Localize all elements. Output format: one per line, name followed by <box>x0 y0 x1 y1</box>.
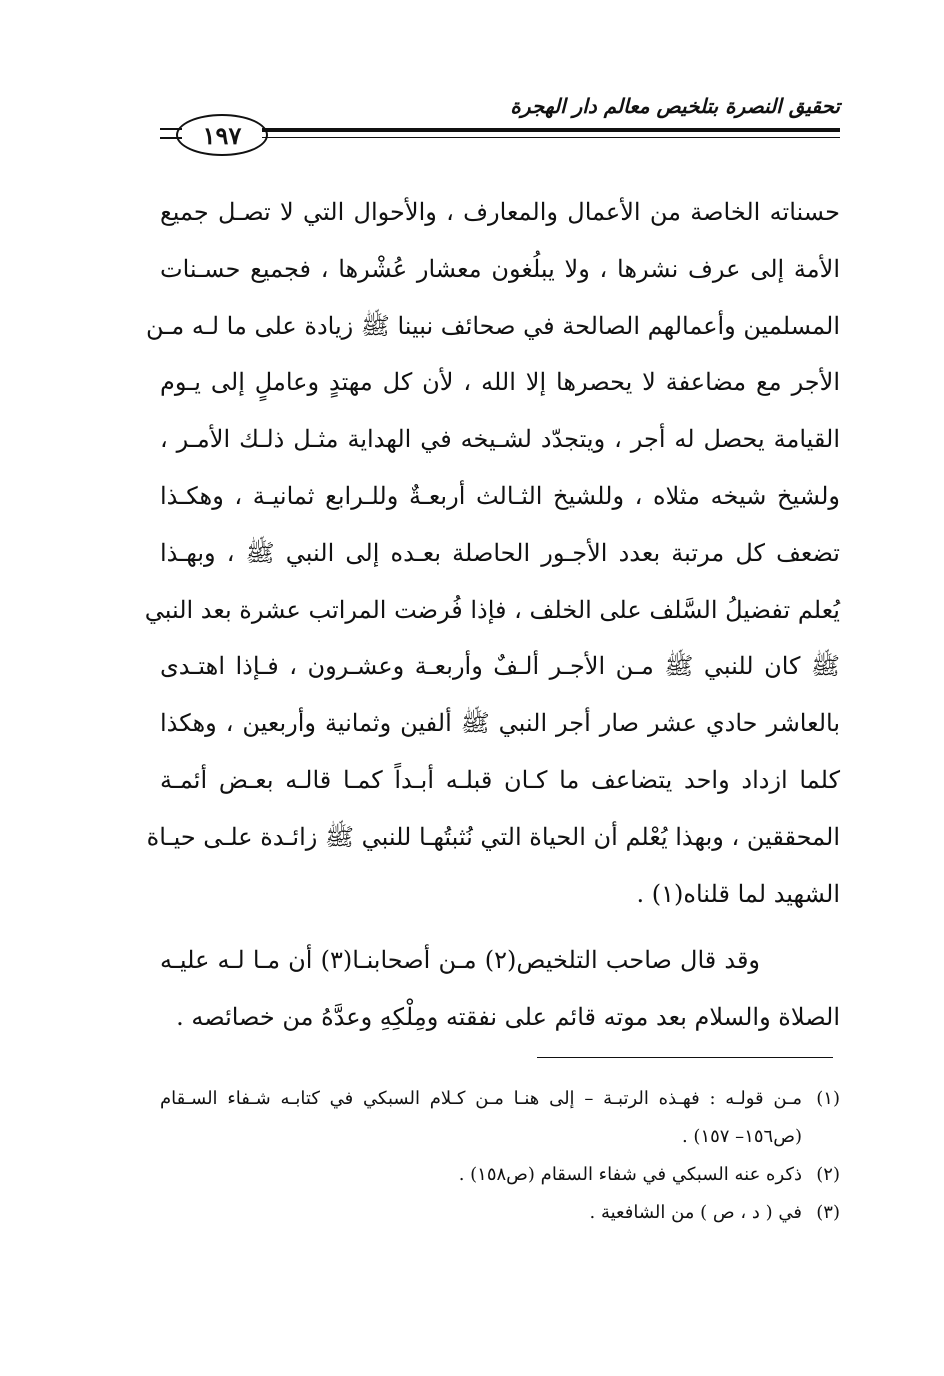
footnote <box>160 1194 840 1232</box>
header-rule <box>262 128 840 132</box>
paragraph-gap <box>160 922 840 932</box>
footnote <box>160 1080 840 1118</box>
text-line: تضعف كل مرتبة بعدد الأجـور الحاصلة بعـده إلى النبي ﷺ ، وبهـذا <box>160 538 840 567</box>
text-line: الأجر مع مضاعفة لا يحصرها إلا الله ، لأن كل مهتدٍ وعاملٍ إلى يـوم <box>160 368 840 397</box>
footnote <box>160 1156 840 1194</box>
header-rule-thin <box>262 137 840 138</box>
text-line: وقد قال صاحب التلخيص(٢) مـن أصحابنـا(٣) أن مـا لـه عليـه <box>160 946 761 975</box>
footnote-number: (٣) <box>816 1202 840 1223</box>
text-line: ﷺ كان للنبي ﷺ مـن الأجـر ألـفٌ وأربعـة وعشـرون ، فـإذا اهتـدى <box>160 652 840 681</box>
text-line: الصلاة والسلام بعد موته قائم على نفقته ومِلْكِهِ وعدَّهُ من خصائصه . <box>176 1003 840 1032</box>
body-text <box>144 184 841 1046</box>
footnotes <box>160 1080 840 1232</box>
text-line: حسناته الخاصة من الأعمال والمعارف ، والأحوال التي لا تصـل جميع <box>160 198 840 226</box>
text-line: ولشيخ شيخه مثلاه ، وللشيخ الثـالث أربعـةٌ وللـرابع ثمانيـة ، وهكـذا <box>160 481 841 510</box>
page-number-badge <box>176 114 268 156</box>
text-line: الشهيد لما قلناه(١) . <box>636 879 840 908</box>
text-line: المحققين ، وبهذا يُعْلم أن الحياة التي نُثبتُهـا للنبي ﷺ زائـدة علـى حيـاة <box>146 822 840 851</box>
text-line: القيامة يحصل له أجر ، ويتجدّد لشـيخه في الهداية مثـل ذلـك الأمـر ، <box>160 425 840 454</box>
footnote-continuation: (ص١٥٦– ١٥٧) . <box>681 1126 802 1147</box>
text-line: الأمة إلى عرف نشرها ، ولا يبلُغون معشار عُشْرها ، فجميع حسـنات <box>160 254 840 283</box>
footnote-text: مـن قولـه : فهـذه الرتبـة – إلى هنـا مـن كـلام السبكي في كتابـه شـفاء السـقام <box>160 1088 802 1109</box>
footnote-text: في ( د ، ص ) من الشافعية . <box>589 1202 802 1223</box>
footnote-number: (٢) <box>816 1164 840 1185</box>
text-line: كلما ازداد واحد يتضاعف ما كـان قبلـه أبـداً كمـا قالـه بعـض أئمـة <box>160 765 840 794</box>
footnote-text: ذكره عنه السبكي في شفاء السقام (ص١٥٨) . <box>458 1164 802 1185</box>
page-number: ١٩٧ <box>202 120 242 150</box>
text-line: المسلمين وأعمالهم الصالحة في صحائف نبينا ﷺ زيادة على ما لـه مـن <box>146 311 840 340</box>
running-title: تحقيق النصرة بتلخيص معالم دار الهجرة <box>510 94 840 118</box>
footnote-separator <box>537 1057 833 1058</box>
text-line: يُعلم تفضيلُ السَّلف على الخلف ، فإذا فُرضت المراتب عشرة بعد النبي <box>144 595 840 624</box>
text-line: بالعاشر حادي عشر صار أجر النبي ﷺ ألفين وثمانية وأربعين ، وهكذا <box>160 709 840 738</box>
footnote-number: (١) <box>816 1088 840 1109</box>
